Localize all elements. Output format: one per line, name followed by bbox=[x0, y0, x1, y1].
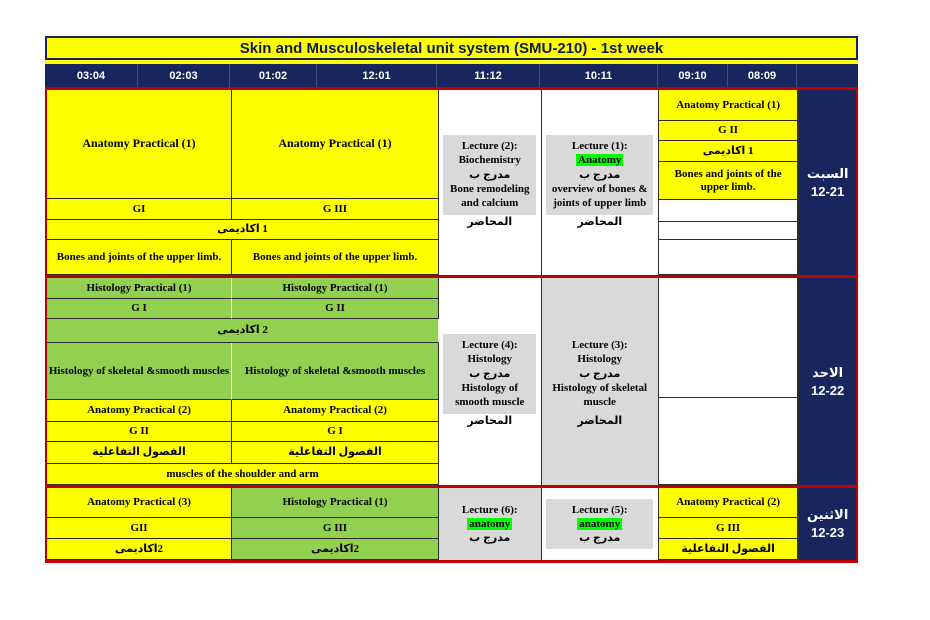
lecture-hall: مدرج ب bbox=[469, 367, 511, 380]
group-cell: G III bbox=[232, 199, 439, 220]
sunday-practical-region bbox=[47, 278, 439, 485]
lecture-subject-highlighted: anatomy bbox=[469, 517, 511, 530]
session-cell: Histology Practical (1) bbox=[232, 488, 439, 518]
lecture-subject: Histology bbox=[577, 353, 623, 366]
time-header-cell: 09:10 bbox=[658, 64, 728, 87]
topic-cell: Bones and joints of the upper limb. bbox=[47, 240, 232, 275]
session-cell: Histology Practical (1) bbox=[47, 278, 232, 299]
group-cell: G I bbox=[47, 299, 232, 319]
topic-cell: Histology of skeletal &smooth muscles bbox=[232, 343, 439, 400]
lecture-hall: مدرج ب bbox=[469, 168, 511, 181]
day-name: الاحد bbox=[812, 364, 844, 380]
time-header-cell: 02:03 bbox=[138, 64, 230, 87]
lecture-box bbox=[443, 135, 536, 214]
saturday-practical-region bbox=[47, 90, 439, 275]
time-header-cell: 03:04 bbox=[45, 64, 138, 87]
schedule-title: Skin and Musculoskeletal unit system (SMU-210) - 1st week bbox=[45, 36, 858, 60]
day-label-cell bbox=[798, 90, 856, 275]
lecture-subject: Biochemistry bbox=[458, 154, 521, 167]
lecture-cell bbox=[439, 488, 542, 560]
group-cell: GII bbox=[47, 518, 232, 539]
location-cell: الفصول التفاعلية bbox=[47, 442, 232, 464]
lecturer-label: المحاضر bbox=[577, 215, 623, 228]
session-cell: Anatomy Practical (2) bbox=[232, 400, 439, 422]
day-name: الاثنين bbox=[806, 507, 849, 523]
day-block-sunday bbox=[45, 275, 858, 485]
topic-cell: muscles of the shoulder and arm bbox=[47, 464, 439, 485]
lecturer-label: المحاضر bbox=[577, 414, 623, 427]
lecture-number: Lecture (4): bbox=[461, 339, 518, 352]
lecture-box bbox=[443, 499, 536, 550]
time-header-cell: 10:11 bbox=[540, 64, 658, 87]
lecture-number: Lecture (5): bbox=[571, 503, 628, 516]
day-label-cell bbox=[798, 488, 856, 560]
topic-cell: Bones and joints of the upper limb. bbox=[232, 240, 439, 275]
lecture-number: Lecture (6): bbox=[461, 503, 518, 516]
group-cell: G III bbox=[232, 518, 439, 539]
lecture-number: Lecture (3): bbox=[571, 339, 628, 352]
lecture-hall: مدرج ب bbox=[469, 532, 511, 545]
time-header-cell: 08:09 bbox=[728, 64, 797, 87]
topic-cell: Histology of skeletal &smooth muscles bbox=[47, 343, 232, 400]
lecture-box bbox=[546, 334, 653, 413]
lecture-cell bbox=[439, 278, 542, 485]
day-block-saturday bbox=[45, 87, 858, 275]
group-cell: G II bbox=[47, 422, 232, 442]
saturday-early-column bbox=[659, 90, 798, 275]
location-cell: اكاديمى‎2 bbox=[47, 539, 232, 560]
empty-cell bbox=[659, 222, 797, 240]
empty-cell bbox=[659, 398, 797, 485]
lecturer-label: المحاضر bbox=[467, 215, 513, 228]
lecture-box bbox=[546, 499, 653, 550]
group-cell: GI bbox=[47, 199, 232, 220]
day-name: السبت bbox=[806, 165, 849, 181]
day-date: 12-23 bbox=[811, 525, 845, 540]
location-cell: اكاديمى‎ 1 bbox=[47, 220, 439, 240]
lecturer-label: المحاضر bbox=[467, 414, 513, 427]
day-label-cell bbox=[798, 278, 856, 485]
lecture-number: Lecture (2): bbox=[461, 140, 518, 153]
lecture-hall: مدرج ب bbox=[579, 367, 621, 380]
monday-practical-region bbox=[47, 488, 439, 560]
lecture-subject-highlighted: Anatomy bbox=[578, 154, 622, 167]
day-block-monday bbox=[45, 485, 858, 563]
sunday-early-column bbox=[659, 278, 798, 485]
session-cell: Anatomy Practical (2) bbox=[659, 488, 797, 518]
empty-cell bbox=[659, 240, 797, 275]
location-cell: اكاديمى‎ 1 bbox=[659, 141, 797, 162]
lecture-cell bbox=[542, 90, 659, 275]
session-cell: Anatomy Practical (1) bbox=[232, 90, 439, 199]
lecture-topic: overview of bones & joints of upper limb bbox=[551, 182, 648, 210]
time-header-cell: 11:12 bbox=[437, 64, 540, 87]
group-cell: G I bbox=[232, 422, 439, 442]
session-cell: Anatomy Practical (1) bbox=[47, 90, 232, 199]
topic-cell: Bones and joints of the upper limb. bbox=[659, 162, 797, 200]
time-header-row bbox=[45, 64, 858, 87]
schedule-sheet bbox=[45, 36, 858, 563]
lecture-hall: مدرج ب bbox=[579, 532, 621, 545]
location-cell: اكاديمى‎2 bbox=[232, 539, 439, 560]
time-header-cell: 01:02 bbox=[230, 64, 317, 87]
day-date: 12-22 bbox=[811, 382, 845, 398]
location-cell: اكاديمى‎ 2 bbox=[47, 319, 439, 343]
day-date: 12-21 bbox=[811, 183, 845, 199]
lecture-box bbox=[546, 135, 653, 214]
lecture-number: Lecture (1): bbox=[571, 140, 628, 153]
lecture-subject-highlighted: anatomy bbox=[579, 517, 621, 530]
session-cell: Histology Practical (1) bbox=[232, 278, 439, 299]
group-cell: G II bbox=[659, 121, 797, 141]
lecture-topic: Histology of skeletal muscle bbox=[552, 381, 648, 409]
session-cell: Anatomy Practical (2) bbox=[47, 400, 232, 422]
group-cell: G III bbox=[659, 518, 797, 539]
lecture-topic: Histology of smooth muscle bbox=[455, 381, 525, 409]
group-cell: G II bbox=[232, 299, 439, 319]
day-header-cell bbox=[797, 64, 854, 87]
session-cell: Anatomy Practical (1) bbox=[659, 90, 797, 121]
lecture-cell bbox=[542, 488, 659, 560]
empty-cell bbox=[659, 200, 797, 222]
lecture-topic: Bone remodeling and calcium bbox=[449, 182, 530, 210]
session-cell: Anatomy Practical (3) bbox=[47, 488, 232, 518]
time-header-cell: 12:01 bbox=[317, 64, 437, 87]
lecture-box bbox=[443, 334, 536, 413]
empty-cell bbox=[659, 278, 797, 398]
lecture-hall: مدرج ب bbox=[579, 168, 621, 181]
lecture-subject: Histology bbox=[467, 353, 513, 366]
lecture-cell bbox=[439, 90, 542, 275]
monday-early-column bbox=[659, 488, 798, 560]
location-cell: الفصول التفاعلية bbox=[232, 442, 439, 464]
lecture-cell bbox=[542, 278, 659, 485]
location-cell: الفصول التفاعلية bbox=[659, 539, 797, 560]
